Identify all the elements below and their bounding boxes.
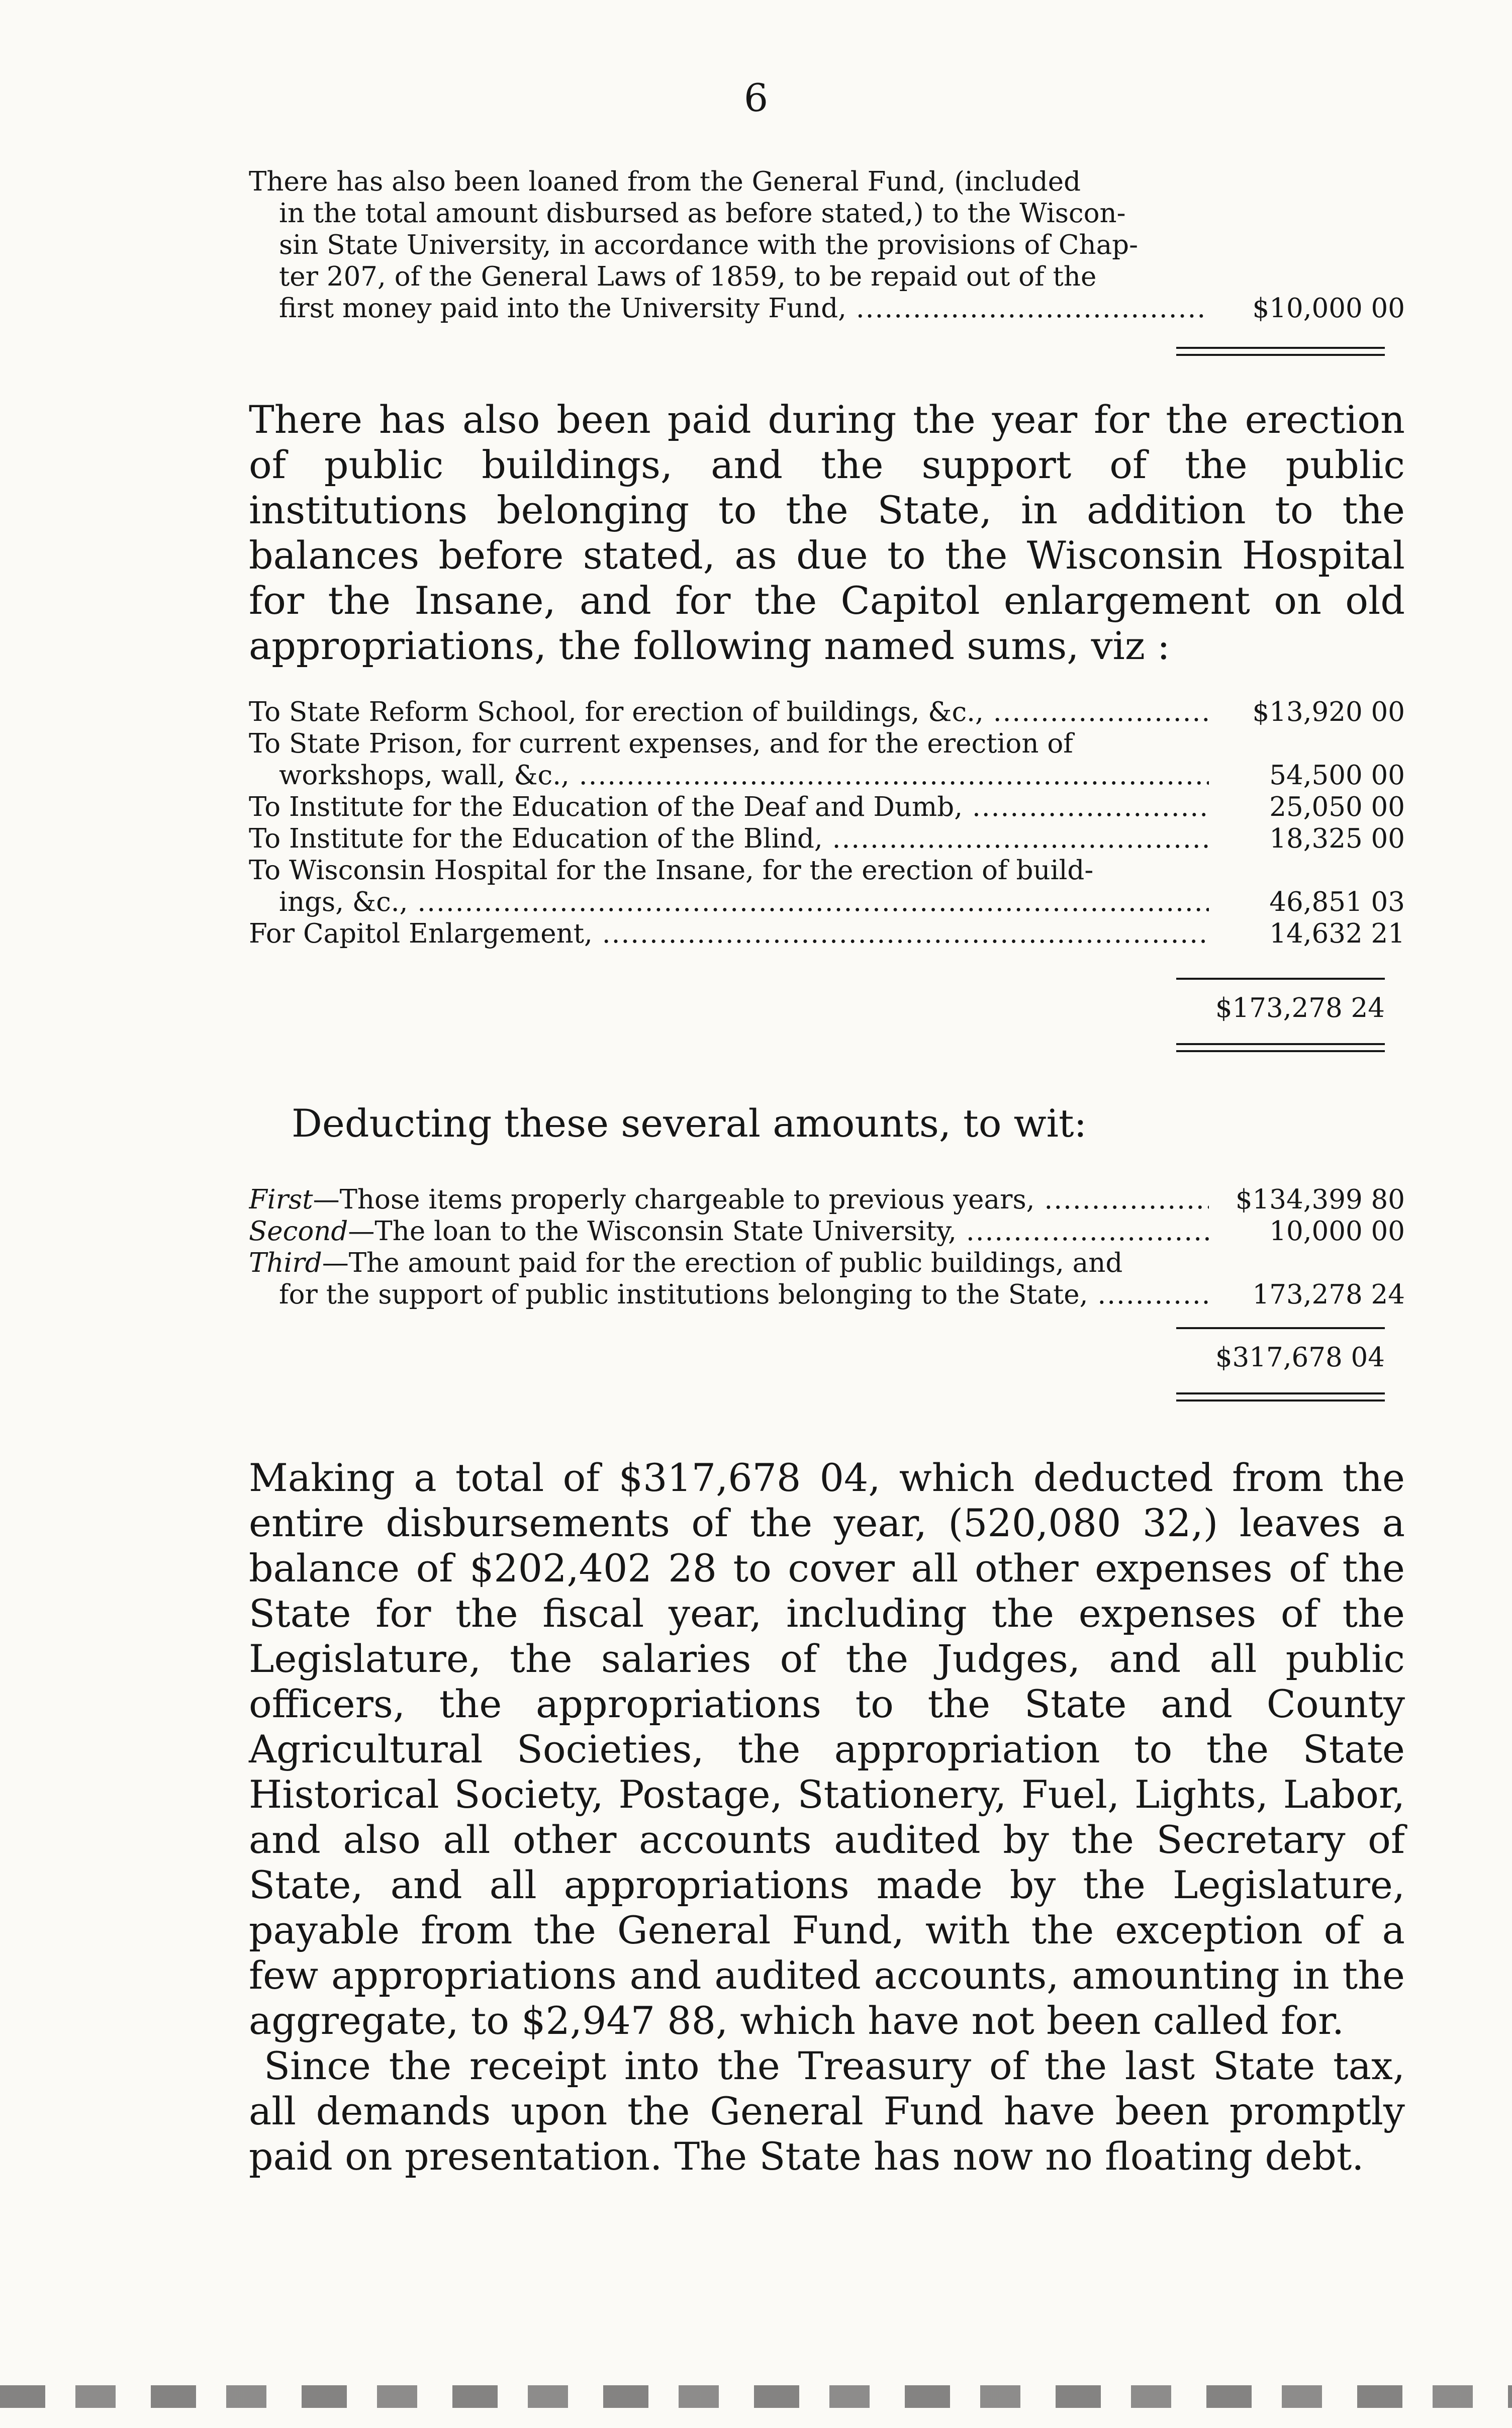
list-item — [249, 728, 1405, 791]
list-item — [249, 791, 1405, 823]
list-item — [249, 918, 1405, 950]
loan-amount: $10,000 00 — [1252, 293, 1405, 324]
items-double-rule — [1176, 1043, 1385, 1052]
deductions-total-rule — [1176, 1327, 1385, 1329]
deducting-heading: Deducting these several amounts, to wit: — [292, 1101, 1087, 1146]
list-item — [249, 696, 1405, 728]
item-amount: $13,920 00 — [1252, 697, 1405, 727]
loan-double-rule — [1176, 347, 1385, 356]
deduction-ordinal: First — [249, 1184, 313, 1215]
list-item — [249, 823, 1405, 855]
item-label: For Capitol Enlargement, ..... — [249, 918, 1209, 950]
paragraph-public-buildings — [249, 397, 1405, 669]
items-total-rule — [1176, 978, 1385, 980]
item-label: To Wisconsin Hospital for the Insane, for the erection of build- — [249, 855, 1094, 886]
loan-note-line: There has also been loaned from the General Fund, (included — [249, 166, 1081, 197]
item-label-cont: ings, &c., ..... — [279, 886, 1209, 918]
paragraph-total — [249, 1455, 1405, 2179]
deduction-amount: 10,000 00 — [1269, 1216, 1405, 1247]
deduction-text: —The loan to the Wisconsin State University, — [348, 1216, 957, 1247]
list-item — [249, 1184, 1405, 1216]
appropriations-list — [249, 696, 1405, 950]
deduction-text-cont: for the support of public institutions belonging to the State, ..... — [279, 1279, 1209, 1311]
deduction-ordinal: Third — [249, 1248, 322, 1278]
items-total: $173,278 24 — [1215, 993, 1385, 1023]
paragraph-text: Since the receipt into the Treasury of the last State tax, all demands upon the General Fund have been promptly paid on presentation. The State has now no floating debt. — [249, 2043, 1405, 2179]
item-amount: 54,500 00 — [1269, 760, 1405, 791]
scan-edge-artifact — [0, 2385, 1512, 2408]
deduction-text: —Those items properly chargeable to previous years, — [313, 1184, 1035, 1215]
loan-note-line: in the total amount disbursed as before stated,) to the Wiscon- — [279, 198, 1126, 229]
deductions-total: $317,678 04 — [1215, 1342, 1385, 1373]
item-amount: 14,632 21 — [1269, 918, 1405, 949]
item-label: To Institute for the Education of the Blind, ..... — [249, 823, 1209, 855]
loan-note-amount-row — [249, 293, 1405, 324]
deduction-amount: 173,278 24 — [1252, 1279, 1405, 1310]
page-number: 6 — [743, 75, 769, 120]
deduction-ordinal: Second — [249, 1216, 348, 1247]
list-item — [249, 855, 1405, 918]
deductions-double-rule — [1176, 1392, 1385, 1402]
paragraph-text: Making a total of $317,678 04, which deducted from the entire disbursements of the year, (520,080 32,) leaves a balance of $202,402 28 to cover all other expenses of the State for the fiscal year, including the expenses of the Legislature, the salaries of the Judges, and all public officers, the appropriations to the State and County Agricultural Societies, the appropriation to the State Historical Society, Postage, Stationery, Fuel, Lights, Labor, and also all other accounts audited by the Secretary of State, and all appropriations made by the Legislature, payable from the General Fund, with the exception of a few appropriations and audited accounts, amounting in the aggregate, to $2,947 88, which have not been called for. — [249, 1455, 1405, 2043]
deductions-list — [249, 1184, 1405, 1311]
loan-note — [249, 166, 1405, 324]
item-label: To State Prison, for current expenses, and for the erection of — [249, 728, 1073, 759]
item-label-cont: workshops, wall, &c., ..... — [279, 760, 1209, 791]
loan-note-last-line: first money paid into the University Fund, ..... — [279, 293, 1209, 324]
list-item — [249, 1216, 1405, 1247]
loan-note-line: ter 207, of the General Laws of 1859, to be repaid out of the — [279, 261, 1097, 292]
item-amount: 46,851 03 — [1269, 887, 1405, 917]
item-label: To Institute for the Education of the Deaf and Dumb, ..... — [249, 791, 1209, 823]
deduction-amount: $134,399 80 — [1235, 1184, 1405, 1215]
deduction-text: —The amount paid for the erection of public buildings, and — [322, 1248, 1123, 1278]
list-item — [249, 1247, 1405, 1311]
paragraph-text: There has also been paid during the year for the erection of public buildings, and the support of the public institutions belonging to the State, in addition to the balances before stated, as due to the Wisconsin Hospital for the Insane, and for the Capitol enlargement on old appropriations, the following named sums, viz : — [249, 397, 1405, 668]
item-amount: 25,050 00 — [1269, 792, 1405, 822]
loan-note-line: sin State University, in accordance with the provisions of Chap- — [279, 230, 1139, 260]
item-amount: 18,325 00 — [1269, 823, 1405, 854]
item-label: To State Reform School, for erection of buildings, &c., ..... — [249, 696, 1209, 728]
